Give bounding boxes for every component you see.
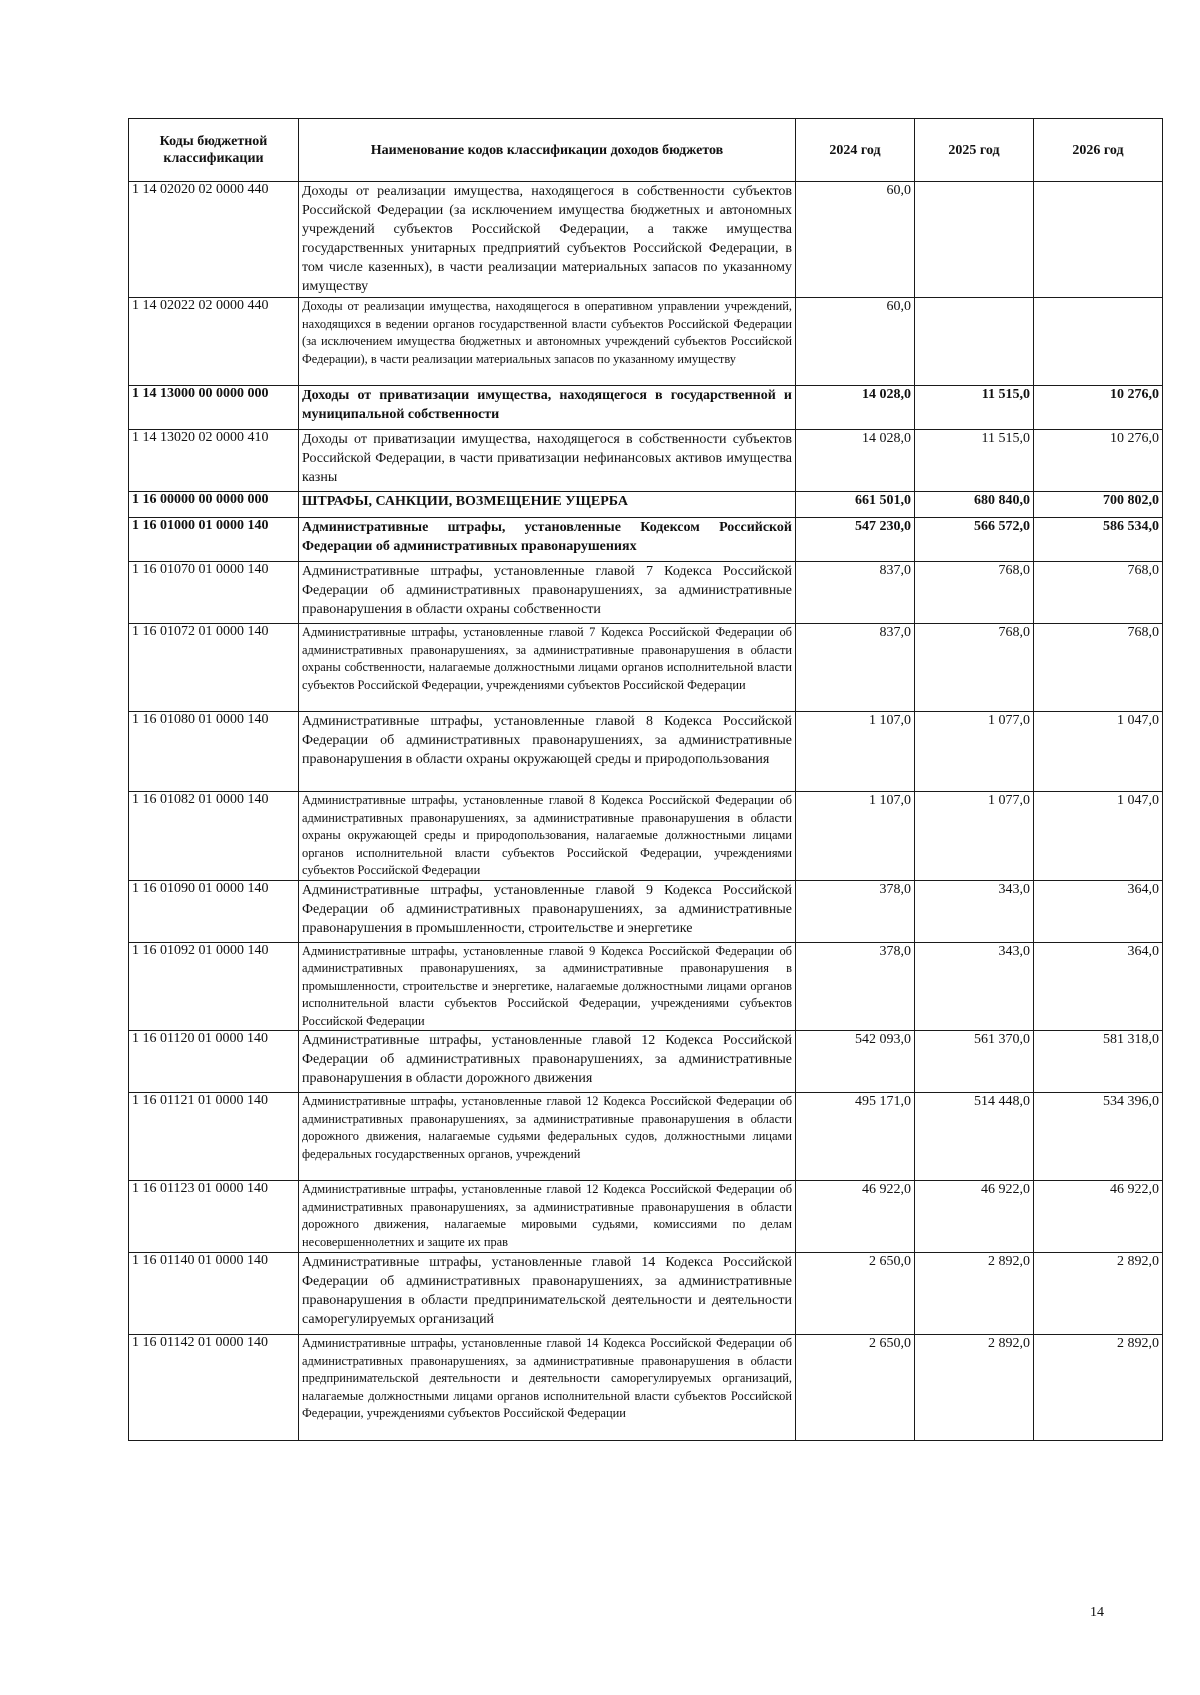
row-code: 1 16 01121 01 0000 140	[129, 1093, 299, 1181]
row-2024: 547 230,0	[796, 518, 915, 562]
row-2025: 768,0	[915, 624, 1034, 712]
row-2025: 2 892,0	[915, 1335, 1034, 1441]
row-name: Административные штрафы, установленные главой 14 Кодекса Российской Федерации об административных правонарушениях, за административные правонарушения в области предпринимательской деятельности и деятельности саморегулируемых организаций, налагаемые должностными лицами органов исполнительной власти субъектов Российской Федерации, учреждениями субъектов Российской Федерации	[299, 1335, 796, 1441]
row-code: 1 16 01082 01 0000 140	[129, 792, 299, 881]
document-sheet	[128, 118, 1162, 1441]
row-2026: 581 318,0	[1034, 1031, 1163, 1093]
row-2024: 2 650,0	[796, 1253, 915, 1335]
row-code: 1 16 01080 01 0000 140	[129, 712, 299, 792]
row-2025: 11 515,0	[915, 430, 1034, 492]
row-2025: 768,0	[915, 562, 1034, 624]
row-2025: 1 077,0	[915, 712, 1034, 792]
row-2026: 534 396,0	[1034, 1093, 1163, 1181]
header-code: Коды бюджетной классификации	[129, 119, 299, 182]
row-2025: 1 077,0	[915, 792, 1034, 881]
row-2026: 2 892,0	[1034, 1335, 1163, 1441]
row-2024: 14 028,0	[796, 430, 915, 492]
row-code: 1 16 01090 01 0000 140	[129, 880, 299, 942]
row-2024: 1 107,0	[796, 712, 915, 792]
table-row	[129, 1093, 1163, 1181]
row-code: 1 14 02022 02 0000 440	[129, 298, 299, 386]
row-code: 1 14 02020 02 0000 440	[129, 182, 299, 298]
row-2026: 2 892,0	[1034, 1253, 1163, 1335]
row-name: Доходы от приватизации имущества, находящегося в собственности субъектов Российской Федерации, в части приватизации нефинансовых активов имущества казны	[299, 430, 796, 492]
row-2026: 364,0	[1034, 880, 1163, 942]
row-2026: 10 276,0	[1034, 386, 1163, 430]
row-2026: 586 534,0	[1034, 518, 1163, 562]
row-code: 1 16 01120 01 0000 140	[129, 1031, 299, 1093]
row-2024: 46 922,0	[796, 1181, 915, 1253]
revenue-classification-table	[128, 118, 1163, 1441]
table-row	[129, 1031, 1163, 1093]
row-2026	[1034, 298, 1163, 386]
row-name: Административные штрафы, установленные главой 14 Кодекса Российской Федерации об административных правонарушениях, за административные правонарушения в области предпринимательской деятельности и деятельности саморегулируемых организаций	[299, 1253, 796, 1335]
row-2025	[915, 298, 1034, 386]
row-2024: 378,0	[796, 942, 915, 1031]
row-2026: 1 047,0	[1034, 792, 1163, 881]
row-name: Доходы от реализации имущества, находящегося в оперативном управлении учреждений, находящихся в ведении органов государственной власти субъектов Российской Федерации (за исключением имущества бюджетных и автономных учреждений субъектов Российской Федерации), в части реализации материальных запасов по указанному имуществу	[299, 298, 796, 386]
row-2024: 661 501,0	[796, 492, 915, 518]
row-2025: 11 515,0	[915, 386, 1034, 430]
row-2025: 343,0	[915, 880, 1034, 942]
table-row	[129, 942, 1163, 1031]
row-name: Административные штрафы, установленные главой 7 Кодекса Российской Федерации об административных правонарушениях, за административные правонарушения в области охраны собственности	[299, 562, 796, 624]
table-row	[129, 1335, 1163, 1441]
row-2025: 46 922,0	[915, 1181, 1034, 1253]
header-2025: 2025 год	[915, 119, 1034, 182]
row-2024: 837,0	[796, 624, 915, 712]
row-name: Административные штрафы, установленные главой 9 Кодекса Российской Федерации об административных правонарушениях, за административные правонарушения в промышленности, строительстве и энергетике	[299, 880, 796, 942]
row-name: Доходы от приватизации имущества, находящегося в государственной и муниципальной собственности	[299, 386, 796, 430]
header-name: Наименование кодов классификации доходов бюджетов	[299, 119, 796, 182]
table-row	[129, 880, 1163, 942]
row-code: 1 16 01140 01 0000 140	[129, 1253, 299, 1335]
row-name: ШТРАФЫ, САНКЦИИ, ВОЗМЕЩЕНИЕ УЩЕРБА	[299, 492, 796, 518]
row-2026: 1 047,0	[1034, 712, 1163, 792]
table-row	[129, 624, 1163, 712]
table-row	[129, 298, 1163, 386]
header-2024: 2024 год	[796, 119, 915, 182]
row-name: Административные штрафы, установленные главой 8 Кодекса Российской Федерации об административных правонарушениях, за административные правонарушения в области охраны окружающей среды и природопользования	[299, 712, 796, 792]
row-name: Административные штрафы, установленные главой 12 Кодекса Российской Федерации об административных правонарушениях, за административные правонарушения в области дорожного движения, налагаемые мировыми судьями, комиссиями по делам несовершеннолетних и защите их прав	[299, 1181, 796, 1253]
row-name: Административные штрафы, установленные главой 7 Кодекса Российской Федерации об административных правонарушениях, за административные правонарушения в области охраны собственности, налагаемые должностными лицами органов исполнительной власти субъектов Российской Федерации, учреждениями субъектов Российской Федерации	[299, 624, 796, 712]
row-2024: 542 093,0	[796, 1031, 915, 1093]
row-code: 1 16 01092 01 0000 140	[129, 942, 299, 1031]
row-2026: 364,0	[1034, 942, 1163, 1031]
table-row	[129, 792, 1163, 881]
row-2024: 60,0	[796, 182, 915, 298]
row-2026: 46 922,0	[1034, 1181, 1163, 1253]
row-code: 1 16 01070 01 0000 140	[129, 562, 299, 624]
row-code: 1 16 00000 00 0000 000	[129, 492, 299, 518]
row-name: Административные штрафы, установленные главой 9 Кодекса Российской Федерации об административных правонарушениях, за административные правонарушения в промышленности, строительстве и энергетике, налагаемые должностными лицами органов исполнительной власти субъектов Российской Федерации, учреждениями субъектов Российской Федерации	[299, 942, 796, 1031]
table-row	[129, 386, 1163, 430]
row-2025	[915, 182, 1034, 298]
row-2024: 837,0	[796, 562, 915, 624]
row-2024: 495 171,0	[796, 1093, 915, 1181]
row-2025: 514 448,0	[915, 1093, 1034, 1181]
row-2026: 700 802,0	[1034, 492, 1163, 518]
row-code: 1 16 01072 01 0000 140	[129, 624, 299, 712]
row-name: Административные штрафы, установленные главой 12 Кодекса Российской Федерации об административных правонарушениях, за административные правонарушения в области дорожного движения, налагаемые судьями федеральных судов, должностными лицами федеральных государственных органов, учреждений	[299, 1093, 796, 1181]
row-2025: 2 892,0	[915, 1253, 1034, 1335]
row-2025: 561 370,0	[915, 1031, 1034, 1093]
table-row	[129, 712, 1163, 792]
row-code: 1 14 13020 02 0000 410	[129, 430, 299, 492]
row-name: Административные штрафы, установленные Кодексом Российской Федерации об административных правонарушениях	[299, 518, 796, 562]
row-2026: 768,0	[1034, 562, 1163, 624]
row-2026: 10 276,0	[1034, 430, 1163, 492]
row-code: 1 16 01142 01 0000 140	[129, 1335, 299, 1441]
table-row	[129, 1253, 1163, 1335]
row-2026: 768,0	[1034, 624, 1163, 712]
table-row	[129, 562, 1163, 624]
row-name: Доходы от реализации имущества, находящегося в собственности субъектов Российской Федерации (за исключением имущества бюджетных и автономных учреждений субъектов Российской Федерации, а также имущества государственных унитарных предприятий субъектов Российской Федерации, в том числе казенных), в части реализации материальных запасов по указанному имуществу	[299, 182, 796, 298]
table-row	[129, 1181, 1163, 1253]
page-number: 14	[1090, 1605, 1104, 1620]
table-row	[129, 518, 1163, 562]
table-row	[129, 492, 1163, 518]
row-2025: 680 840,0	[915, 492, 1034, 518]
row-name: Административные штрафы, установленные главой 12 Кодекса Российской Федерации об административных правонарушениях, за административные правонарушения в области дорожного движения	[299, 1031, 796, 1093]
row-2024: 1 107,0	[796, 792, 915, 881]
row-code: 1 16 01123 01 0000 140	[129, 1181, 299, 1253]
table-row	[129, 182, 1163, 298]
row-name: Административные штрафы, установленные главой 8 Кодекса Российской Федерации об административных правонарушениях, за административные правонарушения в области охраны окружающей среды и природопользования, налагаемые должностными лицами органов исполнительной власти субъектов Российской Федерации, учреждениями субъектов Российской Федерации	[299, 792, 796, 881]
row-2025: 566 572,0	[915, 518, 1034, 562]
row-code: 1 14 13000 00 0000 000	[129, 386, 299, 430]
row-2025: 343,0	[915, 942, 1034, 1031]
row-2026	[1034, 182, 1163, 298]
row-2024: 378,0	[796, 880, 915, 942]
row-2024: 60,0	[796, 298, 915, 386]
row-code: 1 16 01000 01 0000 140	[129, 518, 299, 562]
table-row	[129, 430, 1163, 492]
header-2026: 2026 год	[1034, 119, 1163, 182]
row-2024: 2 650,0	[796, 1335, 915, 1441]
table-header-row	[129, 119, 1163, 182]
row-2024: 14 028,0	[796, 386, 915, 430]
